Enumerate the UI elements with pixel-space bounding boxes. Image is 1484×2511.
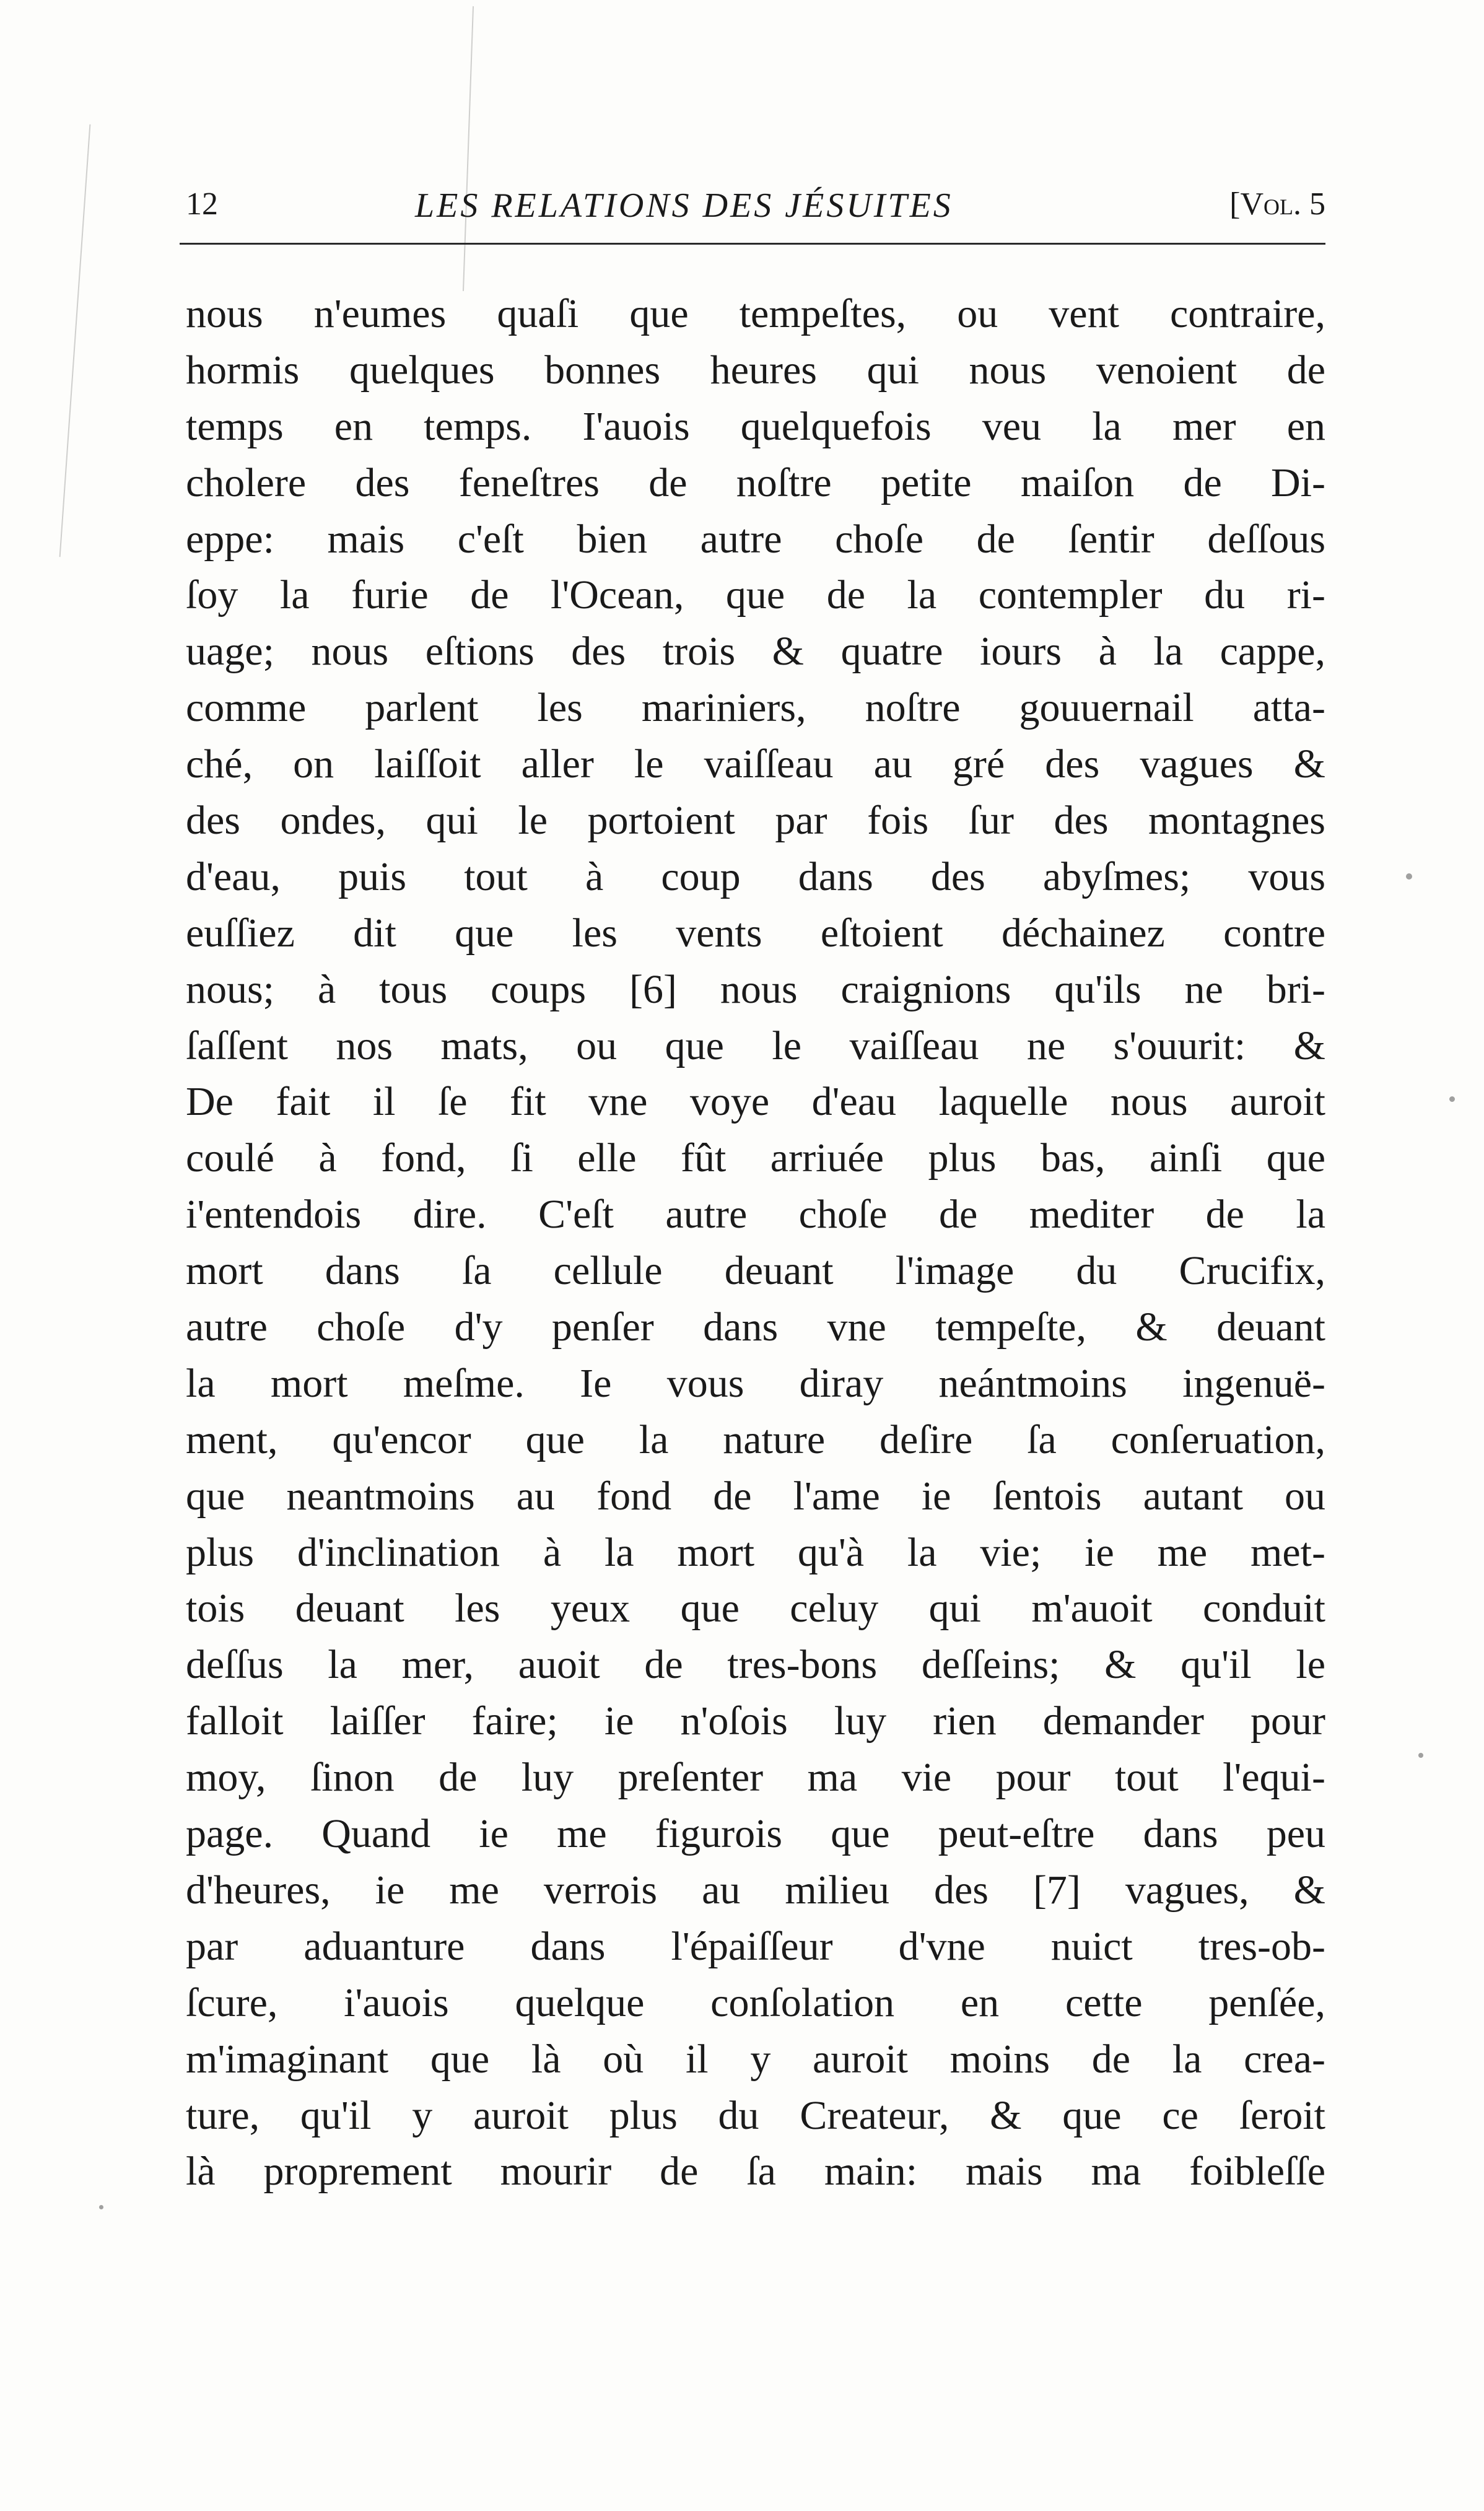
ink-speck [1418, 1753, 1423, 1758]
text-line: plus d'inclination à la mort qu'à la vie; ie me met- [186, 1529, 1325, 1575]
text-line: ſaſſent nos mats, ou que le vaiſſeau ne s'ouurit: & [186, 1023, 1325, 1068]
text-line: uage; nous eſtions des trois & quatre iours à la cappe, [186, 629, 1325, 675]
text-line: nous; à tous coups [6] nous craignions qu'ils ne bri- [186, 966, 1325, 1012]
ink-speck [1406, 873, 1412, 880]
text-line: des ondes, qui le portoient par fois ſur des montagnes [186, 798, 1325, 844]
text-line: falloit laiſſer faire; ie n'oſois luy rien demander pour [186, 1698, 1325, 1744]
text-line: deſſus la mer, auoit de tres-bons deſſeins; & qu'il le [186, 1642, 1325, 1688]
text-line: mort dans ſa cellule deuant l'image du Crucifix, [186, 1248, 1325, 1294]
text-line: ſoy la furie de l'Ocean, que de la contempler du ri- [186, 572, 1325, 618]
text-line: euſſiez dit que les vents eſtoient déchainez contre [186, 910, 1325, 956]
text-line: cholere des feneſtres de noſtre petite maiſon de Di- [186, 460, 1325, 505]
text-line: d'heures, ie me verrois au milieu des [7] vagues, & [186, 1867, 1325, 1913]
text-line: d'eau, puis tout à coup dans des abyſmes; vous [186, 854, 1325, 899]
text-line: m'imaginant que là où il y auroit moins de la crea- [186, 2036, 1325, 2082]
text-line: la mort meſme. Ie vous diray neántmoins ingenuë- [186, 1360, 1325, 1406]
volume-reference: [Vol. 5 [1229, 186, 1325, 222]
text-line: temps en temps. I'auois quelquefois veu la mer en [186, 403, 1325, 449]
running-title: LES RELATIONS DES JÉSUITES [415, 186, 953, 225]
text-line: moy, ſinon de luy preſenter ma vie pour tout l'equi- [186, 1755, 1325, 1801]
text-line: i'entendois dire. C'eſt autre choſe de mediter de la [186, 1192, 1325, 1238]
text-line: hormis quelques bonnes heures qui nous venoient de [186, 347, 1325, 393]
page-crease-mark [463, 6, 474, 291]
page-crease-mark [59, 124, 91, 557]
text-line: que neantmoins au fond de l'ame ie ſentois autant ou [186, 1473, 1325, 1519]
text-line: ſcure, i'auois quelque conſolation en cette penſée, [186, 1980, 1325, 2025]
text-line: là proprement mourir de ſa main: mais ma foibleſſe [186, 2149, 1325, 2194]
text-line: eppe: mais c'eſt bien autre choſe de ſentir deſſous [186, 516, 1325, 562]
text-line: page. Quand ie me figurois que peut-eſtre dans peu [186, 1811, 1325, 1857]
text-line: coulé à fond, ſi elle fût arriuée plus bas, ainſi que [186, 1135, 1325, 1181]
text-line: De fait il ſe fit vne voye d'eau laquelle nous auroit [186, 1079, 1325, 1125]
running-header [180, 186, 1325, 235]
text-line: par aduanture dans l'épaiſſeur d'vne nuict tres-ob- [186, 1923, 1325, 1969]
text-line: nous n'eumes quaſi que tempeſtes, ou vent contraire, [186, 291, 1325, 336]
text-line: comme parlent les mariniers, noſtre gouuernail atta- [186, 685, 1325, 731]
text-line: ment, qu'encor que la nature deſire ſa conſeruation, [186, 1417, 1325, 1462]
header-rule [180, 243, 1325, 245]
page-number: 12 [186, 186, 218, 222]
text-line: autre choſe d'y penſer dans vne tempeſte, & deuant [186, 1304, 1325, 1350]
text-line: tois deuant les yeux que celuy qui m'auoit conduit [186, 1586, 1325, 1631]
ink-speck [99, 2205, 103, 2209]
text-line: ché, on laiſſoit aller le vaiſſeau au gré des vagues & [186, 741, 1325, 787]
ink-speck [1449, 1096, 1455, 1102]
text-line: ture, qu'il y auroit plus du Createur, & que ce ſeroit [186, 2092, 1325, 2138]
body-text [186, 286, 1325, 2200]
